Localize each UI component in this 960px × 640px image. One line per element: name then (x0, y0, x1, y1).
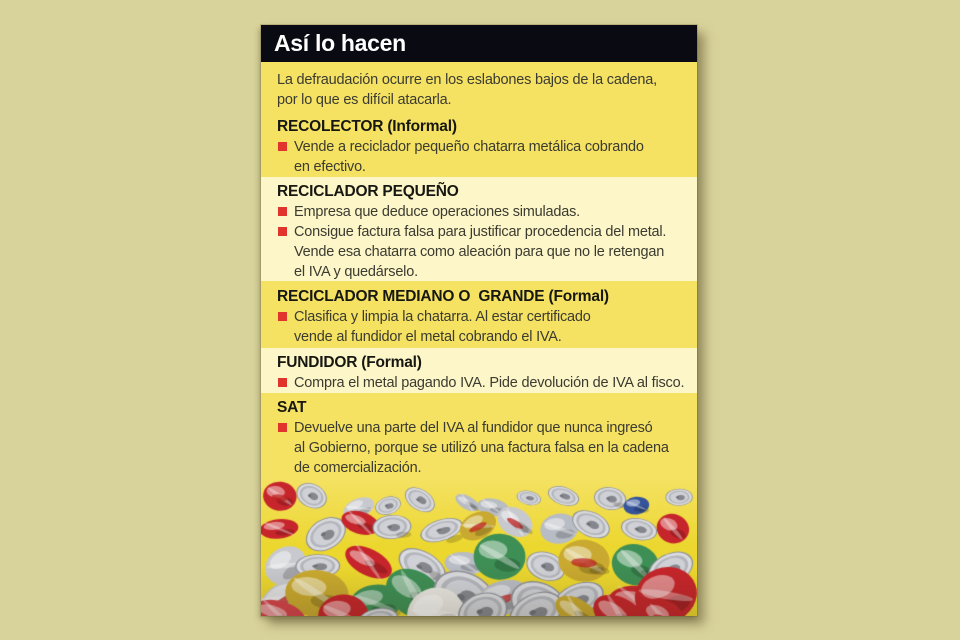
section-title: RECICLADOR PEQUEÑO (277, 183, 459, 200)
item-text-line: Vende a reciclador pequeño chatarra metálica cobrando (294, 139, 644, 155)
intro-line: La defraudación ocurre en los eslabones bajos de la cadena, (277, 72, 657, 88)
item-text-line: Devuelve una parte del IVA al fundidor que nunca ingresó (294, 420, 653, 436)
infographic-card (261, 25, 697, 616)
bullet-item (277, 222, 689, 281)
section-items (277, 307, 689, 347)
bullet-item (277, 373, 689, 393)
bullet-item (277, 202, 689, 222)
crushed-cans-photo (261, 478, 697, 616)
item-text-line: vende al fundidor el metal cobrando el IVA. (294, 329, 562, 345)
sections-list (261, 114, 697, 478)
bullet-item (277, 418, 689, 478)
item-text-line: el IVA y quedárselo. (294, 264, 418, 280)
section-items (277, 418, 689, 478)
item-text-line: Consigue factura falsa para justificar procedencia del metal. (294, 224, 667, 240)
section-title: FUNDIDOR (Formal) (277, 354, 422, 371)
process-section (261, 114, 697, 177)
intro-line: por lo que es difícil atacarla. (277, 92, 452, 108)
item-text-line: en efectivo. (294, 159, 366, 175)
red-square-bullet (278, 312, 287, 321)
section-items (277, 137, 689, 177)
page-title: Así lo hacen (274, 30, 406, 56)
process-section (261, 348, 697, 393)
item-text-line: Empresa que deduce operaciones simuladas. (294, 204, 581, 220)
section-items (277, 202, 689, 281)
section-items (277, 373, 689, 393)
item-text-line: al Gobierno, porque se utilizó una factura falsa en la cadena (294, 440, 669, 456)
red-square-bullet (278, 207, 287, 216)
process-section (261, 177, 697, 281)
red-square-bullet (278, 423, 287, 432)
process-section (261, 281, 697, 348)
red-square-bullet (278, 378, 287, 387)
item-text-line: de comercialización. (294, 460, 422, 476)
item-text-line: Vende esa chatarra como aleación para que no le retengan (294, 244, 665, 260)
section-title: SAT (277, 399, 307, 416)
red-square-bullet (278, 142, 287, 151)
section-title: RECICLADOR MEDIANO O GRANDE (Formal) (277, 288, 609, 305)
item-text-line: Clasifica y limpia la chatarra. Al estar certificado (294, 309, 591, 325)
intro-paragraph (261, 62, 697, 114)
bullet-item (277, 307, 689, 347)
process-section (261, 393, 697, 478)
bullet-item (277, 137, 689, 177)
item-text-line: Compra el metal pagando IVA. Pide devolución de IVA al fisco. (294, 375, 685, 391)
header-bar (261, 25, 697, 62)
red-square-bullet (278, 227, 287, 236)
section-title: RECOLECTOR (Informal) (277, 118, 457, 135)
